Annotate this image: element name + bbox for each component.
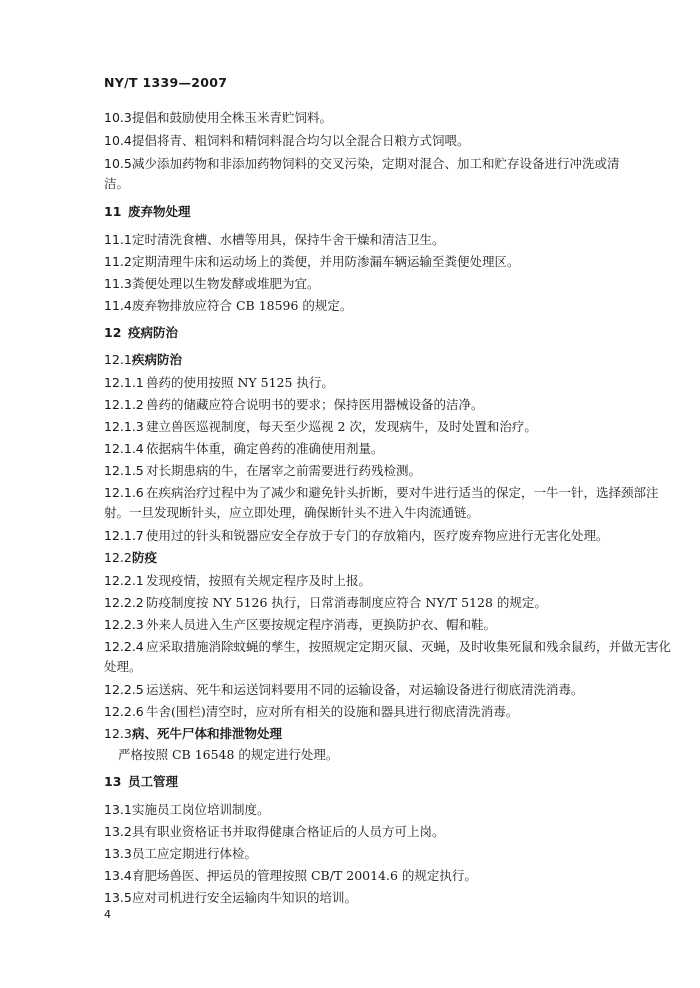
clause-text: 提倡和鼓励使用全株玉米青贮饲料。: [132, 110, 333, 125]
subsection-heading: [104, 548, 654, 568]
clause-item: [104, 844, 654, 864]
subclause-item: [104, 395, 654, 415]
subclause-item: [104, 526, 654, 546]
clause-number: 12.2.6: [104, 704, 144, 719]
clause-text: 疾病防治: [132, 352, 183, 367]
clause-item: [104, 252, 654, 272]
clause-text: 处理。: [104, 659, 142, 674]
clause-item: [104, 866, 654, 886]
clause-text: 洁。: [104, 176, 130, 191]
clause-number: 11.1: [104, 232, 132, 247]
clause-text: 防疫: [132, 550, 158, 565]
clause-text: 病、死牛尸体和排泄物处理: [132, 726, 283, 741]
clause-number: 13.4: [104, 868, 132, 883]
clause-item: [104, 274, 654, 294]
clause-number: 12.3: [104, 726, 132, 741]
clause-number: 12.1.5: [104, 463, 144, 478]
clause-text: 员工应定期进行体检。: [132, 846, 258, 861]
clause-number: 12.2: [104, 550, 132, 565]
clause-number: 12.2.3: [104, 617, 144, 632]
clause-text: 具有职业资格证书并取得健康合格证后的人员方可上岗。: [132, 824, 445, 839]
clause-text: 发现疫情，按照有关规定程序及时上报。: [146, 573, 372, 588]
clause-number: 12.2.5: [104, 682, 144, 697]
clause-item: [104, 108, 654, 128]
clause-text: 严格按照 CB 16548 的规定进行处理。: [118, 747, 339, 762]
subclause-item: [104, 571, 654, 591]
subclause-item: [104, 439, 654, 459]
clause-text: 废弃物排放应符合 CB 18596 的规定。: [132, 298, 353, 313]
clause-text: 兽药的储藏应符合说明书的要求；保持医用器械设备的洁净。: [146, 397, 484, 412]
subclause-item: [104, 461, 654, 481]
clause-continuation: [104, 174, 654, 194]
clause-number: 13.5: [104, 890, 132, 905]
subclause-item: [104, 417, 654, 437]
clause-number: 12.2.1: [104, 573, 144, 588]
clause-text: 运送病、死牛和运送饲料要用不同的运输设备，对运输设备进行彻底清洗消毒。: [146, 682, 584, 697]
clause-text: 育肥场兽医、押运员的管理按照 CB/T 20014.6 的规定执行。: [132, 868, 477, 883]
clause-text: 使用过的针头和锐器应安全存放于专门的存放箱内，医疗废弃物应进行无害化处理。: [146, 528, 609, 543]
subclause-item: [104, 593, 654, 613]
clause-continuation: [104, 503, 654, 523]
clause-number: 11: [104, 204, 122, 219]
clause-text: 定时清洗食槽、水槽等用具，保持牛舍干燥和清洁卫生。: [132, 232, 445, 247]
clause-text: 员工管理: [128, 774, 179, 789]
clause-number: 12.1.2: [104, 397, 144, 412]
clause-number: 11.4: [104, 298, 132, 313]
clause-text: 废弃物处理: [128, 204, 191, 219]
clause-text: 提倡将青、粗饲料和精饲料混合均匀以全混合日粮方式饲喂。: [132, 133, 470, 148]
subsection-heading: [104, 350, 654, 370]
clause-item: [104, 230, 654, 250]
clause-item: [104, 296, 654, 316]
clause-number: 12.1: [104, 352, 132, 367]
subclause-item: [104, 483, 659, 503]
subclause-item: [104, 615, 654, 635]
clause-number: 12.1.4: [104, 441, 144, 456]
clause-number: 12.1.7: [104, 528, 144, 543]
clause-number: 12.2.4: [104, 639, 144, 654]
clause-item: [104, 888, 654, 908]
clause-number: 10.5: [104, 156, 132, 171]
clause-number: 13: [104, 774, 122, 789]
clause-item: [104, 800, 654, 820]
clause-number: 12.1.3: [104, 419, 144, 434]
clause-text: 在疾病治疗过程中为了减少和避免针头折断，要对牛进行适当的保定，一牛一针，选择颈部注: [146, 485, 659, 500]
clause-text: 依据病牛体重，确定兽药的准确使用剂量。: [146, 441, 384, 456]
subclause-item: [104, 373, 654, 393]
clause-text: 应对司机进行安全运输肉牛知识的培训。: [132, 890, 358, 905]
clause-item: [104, 154, 654, 174]
clause-text: 建立兽医巡视制度，每天至少巡视 2 次，发现病牛，及时处置和治疗。: [146, 419, 537, 434]
clause-paragraph: [118, 745, 668, 765]
document-standard-number: NY/T 1339—2007: [104, 75, 228, 90]
clause-number: 10.4: [104, 133, 132, 148]
clause-text: 牛舍(围栏)清空时，应对所有相关的设施和器具进行彻底清洗消毒。: [146, 704, 519, 719]
clause-number: 11.3: [104, 276, 132, 291]
clause-text: 粪便处理以生物发酵或堆肥为宜。: [132, 276, 320, 291]
subsection-heading: [104, 724, 654, 744]
subclause-item: [104, 680, 654, 700]
subclause-item: [104, 702, 654, 722]
clause-number: 12: [104, 325, 122, 340]
clause-number: 11.2: [104, 254, 132, 269]
clause-text: 对长期患病的牛，在屠宰之前需要进行药残检测。: [146, 463, 422, 478]
clause-number: 12.1.1: [104, 375, 144, 390]
clause-text: 兽药的使用按照 NY 5125 执行。: [146, 375, 334, 390]
clause-text: 防疫制度按 NY 5126 执行，日常消毒制度应符合 NY/T 5128 的规定。: [146, 595, 547, 610]
clause-item: [104, 131, 654, 151]
clause-number: 12.2.2: [104, 595, 144, 610]
clause-number: 10.3: [104, 110, 132, 125]
clause-text: 射。一旦发现断针头，应立即处理，确保断针头不进入牛肉流通链。: [104, 505, 480, 520]
section-heading: [104, 202, 654, 222]
clause-text: 疫病防治: [128, 325, 179, 340]
clause-text: 应采取措施消除蚊蝇的孳生，按照规定定期灭鼠、灭蝇，及时收集死鼠和残余鼠药，并做无害化: [146, 639, 672, 654]
clause-item: [104, 822, 654, 842]
clause-number: 13.3: [104, 846, 132, 861]
section-heading: [104, 323, 654, 343]
clause-text: 实施员工岗位培训制度。: [132, 802, 270, 817]
clause-text: 减少添加药物和非添加药物饲料的交叉污染，定期对混合、加工和贮存设备进行冲洗或清: [132, 156, 620, 171]
subclause-item: [104, 637, 672, 657]
page-number: 4: [104, 908, 111, 921]
clause-number: 13.2: [104, 824, 132, 839]
section-heading: [104, 772, 654, 792]
clause-text: 外来人员进入生产区要按规定程序消毒，更换防护衣、帽和鞋。: [146, 617, 497, 632]
clause-continuation: [104, 657, 654, 677]
clause-number: 13.1: [104, 802, 132, 817]
clause-text: 定期清理牛床和运动场上的粪便，并用防渗漏车辆运输至粪便处理区。: [132, 254, 520, 269]
clause-number: 12.1.6: [104, 485, 144, 500]
